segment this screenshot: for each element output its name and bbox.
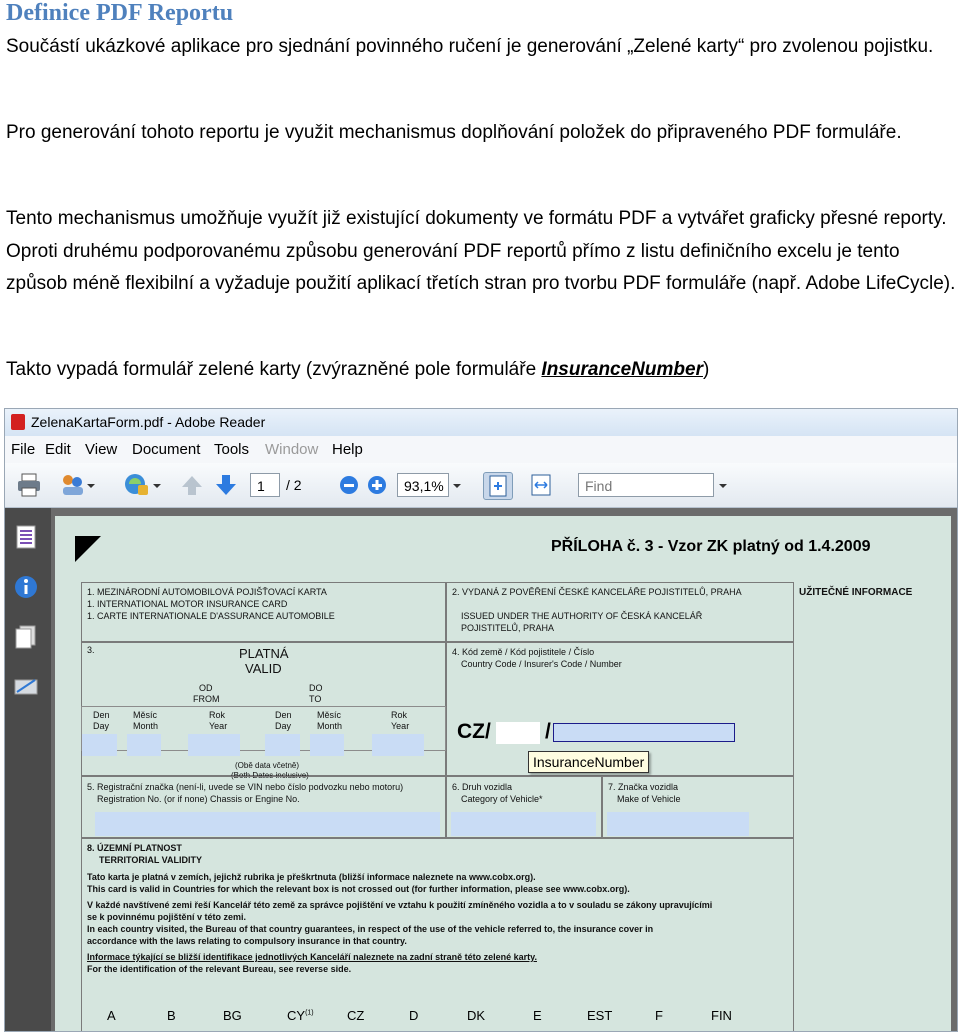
valid-to-day-field[interactable]	[265, 734, 300, 756]
country-est: EST	[587, 1008, 613, 1023]
s7-line-1: 7. Značka vozidla	[608, 782, 679, 792]
s5-line-1: 5. Registrační značka (není-li, uvede se VIN nebo číslo podvozku nebo motoru)	[87, 782, 404, 792]
platna-label: PLATNÁ	[239, 646, 289, 661]
s2-line-1: 2. VYDANÁ Z POVĚŘENÍ ČESKÉ KANCELÁŘE POJISTITELŮ, PRAHA	[452, 587, 742, 597]
from-label: FROM	[193, 694, 220, 704]
country-e: E	[533, 1008, 542, 1023]
caption-suffix: )	[702, 359, 710, 380]
valid-from-day-field[interactable]	[82, 734, 117, 756]
country-bg: BG	[223, 1008, 242, 1023]
info-icon[interactable]	[13, 574, 39, 600]
country-b: B	[167, 1008, 176, 1023]
valid-to-month-field[interactable]	[310, 734, 344, 756]
form-heading: PŘÍLOHA č. 3 - Vzor ZK platný od 1.4.2009	[551, 538, 871, 555]
paragraph-caption	[6, 354, 956, 387]
code-separator: /	[545, 720, 551, 743]
page-total: / 2	[286, 477, 302, 493]
useful-info-label: UŽITEČNÉ INFORMACE	[799, 587, 913, 598]
do-label: DO	[309, 683, 323, 693]
s6-line-2: Category of Vehicle*	[461, 794, 543, 804]
s8-text-1: Tato karta je platná v zemích, jejichž rubrika je přeškrtnuta (bližší informace naleznete na www.cobx.org).	[87, 872, 536, 882]
country-row	[55, 1006, 951, 1032]
s8-line-2: TERRITORIAL VALIDITY	[99, 855, 203, 865]
insurance-number-tooltip: InsuranceNumber	[528, 751, 649, 773]
country-a: A	[107, 1008, 116, 1023]
country-fin: FIN	[711, 1008, 732, 1023]
s1-line-1: 1. MEZINÁRODNÍ AUTOMOBILOVÁ POJIŠŤOVACÍ KARTA	[87, 587, 327, 597]
s7-line-2: Make of Vehicle	[617, 794, 681, 804]
document-viewer	[51, 508, 957, 1031]
window-title: ZelenaKartaForm.pdf - Adobe Reader	[31, 414, 266, 430]
page-number-input[interactable]: 1	[250, 473, 280, 497]
chevron-down-icon[interactable]	[85, 472, 97, 498]
paragraph-mechanism: Pro generování tohoto reportu je využit mechanismus doplňování položek do připraveného PDF formuláře.	[6, 122, 902, 143]
caption-prefix: Takto vypadá formulář zelené karty (zvýrazněné pole formuláře	[6, 359, 542, 380]
collaborate-icon[interactable]	[59, 472, 87, 498]
date-col-year-from: Rok Year	[209, 710, 228, 731]
country-d: D	[409, 1008, 419, 1023]
menu-bar	[5, 436, 957, 463]
paragraph-details: Tento mechanismus umožňuje využít již existující dokumenty ve formátu PDF a vytvářet graficky přesné reporty. Oproti druhému podporovanému způsobu generování PDF reportů přímo z listu definičního excelu je tento způsob méně flexibilní a vyžaduje použití aplikací třetích stran pro tvorbu PDF formuláře (např. Adobe LifeCycle).	[6, 208, 956, 294]
menu-document[interactable]: Document	[132, 441, 201, 458]
s1-line-3: 1. CARTE INTERNATIONALE D'ASSURANCE AUTOMOBILE	[87, 611, 335, 621]
s8-text-3: V každé navštívené zemi řeší Kancelář této země za správce pojištění ve vztahu k použití zmíněného vozidla a to v souladu se zákony upravujícími	[87, 900, 713, 910]
insurer-code-field[interactable]	[496, 722, 540, 744]
s8-text-2: This card is valid in Countries for which the relevant box is not crossed out (for further information, please see www.cobx.org).	[87, 884, 630, 894]
vehicle-category-field[interactable]	[451, 812, 596, 836]
pages-icon[interactable]	[13, 524, 39, 550]
zoom-out-icon[interactable]	[335, 472, 363, 498]
zoom-level-select[interactable]: 93,1%	[397, 473, 449, 497]
corner-triangle-icon	[75, 536, 101, 562]
country-cy	[287, 1008, 314, 1023]
s8-text-8: For the identification of the relevant Bureau, see reverse side.	[87, 964, 352, 974]
country-cy-label: CY	[287, 1008, 306, 1023]
fit-width-icon[interactable]	[527, 472, 555, 498]
zoom-in-icon[interactable]	[363, 472, 391, 498]
country-f: F	[655, 1008, 663, 1023]
country-cy-note: (1)	[305, 1009, 314, 1017]
date-col-month-from: Měsíc Month	[133, 710, 159, 731]
s8-line-1: 8. ÚZEMNÍ PLATNOST	[87, 843, 182, 853]
both-dates-cz: (Obě data včetně)	[235, 761, 300, 770]
green-card-form-page	[55, 516, 951, 1032]
s8-text-4: se k povinnému pojištění v této zemi.	[87, 912, 247, 922]
menu-tools[interactable]: Tools	[214, 441, 250, 458]
menu-window[interactable]: Window	[265, 441, 319, 458]
both-dates-en: (Both Dates inclusive)	[231, 771, 309, 780]
s4-line-1: 4. Kód země / Kód pojistitele / Číslo	[452, 647, 595, 657]
caption-field-name: InsuranceNumber	[541, 359, 703, 380]
chevron-down-icon[interactable]	[451, 472, 463, 498]
s8-text-6: accordance with the laws relating to compulsory insurance in that country.	[87, 936, 407, 946]
date-col-day-from: Den Day	[93, 710, 110, 731]
next-page-icon[interactable]	[212, 472, 240, 498]
s8-text-7: Informace týkající se bližší identifikace jednotlivých Kanceláří naleznete na zadní straně této zelené karty.	[87, 952, 537, 962]
menu-view[interactable]: View	[85, 441, 118, 458]
od-label: OD	[199, 683, 213, 693]
date-col-day-to: Den Day	[275, 710, 292, 731]
insurance-number-field[interactable]	[553, 723, 735, 742]
menu-file[interactable]: File	[11, 441, 36, 458]
menu-edit[interactable]: Edit	[45, 441, 71, 458]
country-dk: DK	[467, 1008, 486, 1023]
s6-line-1: 6. Druh vozidla	[452, 782, 513, 792]
find-input[interactable]: Find	[578, 473, 714, 497]
section-8-box	[81, 838, 794, 1032]
chevron-down-icon[interactable]	[717, 472, 729, 498]
adobe-reader-window	[4, 408, 958, 1032]
adobe-reader-icon	[11, 414, 25, 430]
chevron-down-icon[interactable]	[151, 472, 163, 498]
date-col-month-to: Měsíc Month	[317, 710, 343, 731]
valid-from-year-field[interactable]	[188, 734, 240, 756]
valid-to-year-field[interactable]	[372, 734, 424, 756]
s5-line-2: Registration No. (or if none) Chassis or Engine No.	[97, 794, 300, 804]
s3-number: 3.	[87, 645, 95, 655]
country-code-cz: CZ/	[457, 720, 491, 743]
country-cz: CZ	[347, 1008, 365, 1023]
toolbar	[5, 463, 957, 508]
secure-icon[interactable]	[123, 472, 151, 498]
valid-label: VALID	[245, 661, 282, 676]
navigation-pane	[5, 508, 51, 1031]
signatures-icon[interactable]	[13, 674, 39, 700]
vehicle-make-field[interactable]	[607, 812, 749, 836]
title-bar	[5, 409, 957, 436]
document-heading: Definice PDF Reportu	[6, 0, 234, 26]
s2-line-2: ISSUED UNDER THE AUTHORITY OF ČESKÁ KANCELÁŘ	[461, 611, 703, 621]
s8-text-5: In each country visited, the Bureau of that country guarantees, in respect of the use of the vehicle referred to, the insurance cover in	[87, 924, 654, 934]
valid-from-month-field[interactable]	[127, 734, 161, 756]
to-label: TO	[309, 694, 322, 704]
s2-line-3: POJISTITELŮ, PRAHA	[461, 623, 555, 633]
menu-help[interactable]: Help	[332, 441, 363, 458]
registration-number-field[interactable]	[95, 812, 440, 836]
paragraph-intro: Součástí ukázkové aplikace pro sjednání povinného ručení je generování „Zelené karty“ pro zvolenou pojistku.	[6, 36, 934, 57]
date-col-year-to: Rok Year	[391, 710, 410, 731]
attachments-icon[interactable]	[13, 624, 39, 650]
fit-page-icon[interactable]	[483, 472, 513, 500]
previous-page-icon[interactable]	[178, 472, 206, 498]
s1-line-2: 1. INTERNATIONAL MOTOR INSURANCE CARD	[87, 599, 288, 609]
s4-line-2: Country Code / Insurer's Code / Number	[461, 659, 622, 669]
print-icon[interactable]	[15, 472, 43, 498]
